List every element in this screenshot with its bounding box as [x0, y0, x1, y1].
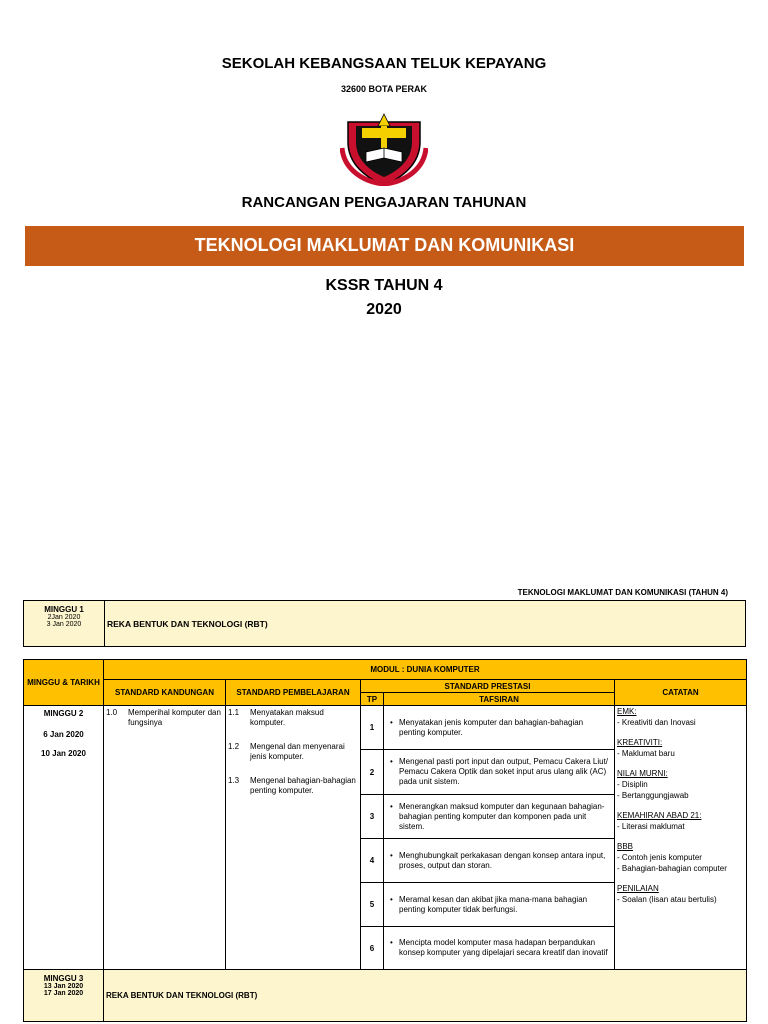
week2-date-cell — [24, 706, 104, 970]
tafsiran-text: • Mencipta model komputer masa hadapan berpandukan konsep komputer yang dipelajari secara kreatif dan inovatif — [399, 938, 611, 958]
tp-level: 1 — [361, 706, 384, 750]
catatan-item: - Disiplin — [617, 780, 648, 789]
week3-date-cell — [24, 970, 104, 1022]
catatan-cell — [615, 706, 747, 970]
tp-level: 4 — [361, 839, 384, 883]
catatan-heading: KREATIVITI: — [617, 738, 663, 747]
tafsiran-cell — [384, 883, 615, 927]
catatan-item: - Kreativiti dan Inovasi — [617, 718, 696, 727]
lesson-plan-table — [23, 659, 747, 1022]
module-title: MODUL : DUNIA KOMPUTER — [104, 660, 747, 680]
col-header-week: MINGGU & TARIKH — [24, 660, 104, 706]
standard-pembelajaran-cell — [226, 706, 361, 970]
col-header-prestasi: STANDARD PRESTASI — [361, 680, 615, 693]
col-header-sk: STANDARD KANDUNGAN — [104, 680, 226, 706]
week2-date-start: 6 Jan 2020 — [43, 730, 84, 739]
year-label: 2020 — [366, 301, 402, 318]
tafsiran-cell — [384, 927, 615, 970]
week1-row — [23, 600, 746, 647]
catatan-item: - Contoh jenis komputer — [617, 853, 702, 862]
catatan-item: - Literasi maklumat — [617, 822, 685, 831]
week3-label: MINGGU 3 — [43, 974, 84, 983]
week3-theme: REKA BENTUK DAN TEKNOLOGI (RBT) — [104, 970, 747, 1022]
week1-date-start: 2Jan 2020 — [47, 614, 81, 621]
school-name: SEKOLAH KEBANGSAAN TELUK KEPAYANG — [221, 55, 547, 72]
subject-banner: TEKNOLOGI MAKLUMAT DAN KOMUNIKASI — [25, 226, 744, 266]
catatan-item: - Maklumat baru — [617, 749, 675, 758]
sp-text: Mengenal bahagian-bahagian penting komputer. — [250, 776, 356, 795]
sp-text: Menyatakan maksud komputer. — [250, 708, 324, 727]
tafsiran-cell — [384, 706, 615, 750]
sk-text: Memperihal komputer dan fungsinya — [128, 708, 221, 727]
sk-number: 1.0 — [106, 708, 118, 717]
tafsiran-cell — [384, 839, 615, 883]
catatan-heading: EMK: — [617, 707, 637, 716]
week1-date-cell — [24, 601, 105, 647]
col-header-catatan: CATATAN — [615, 680, 747, 706]
catatan-heading: BBB — [617, 842, 634, 851]
tafsiran-text: • Mengenal pasti port input dan output, Pemacu Cakera Liut/ Pemacu Cakera Optik dan soket input arus ulang alik (AC) pada unit sistem. — [399, 757, 611, 787]
tp-level: 3 — [361, 795, 384, 839]
week3-date-start: 13 Jan 2020 — [43, 983, 84, 990]
week1-label: MINGGU 1 — [44, 605, 84, 614]
col-header-tp: TP — [361, 693, 384, 706]
tafsiran-text: • Menyatakan jenis komputer dan bahagian-bahagian penting komputer. — [399, 718, 611, 738]
tp-level: 2 — [361, 750, 384, 795]
sp-text: Mengenal dan menyenarai jenis komputer. — [250, 742, 345, 761]
catatan-item: - Bahagian-bahagian computer — [617, 864, 727, 873]
grade-label: KSSR TAHUN 4 — [325, 277, 443, 294]
week1-theme: REKA BENTUK DAN TEKNOLOGI (RBT) — [105, 601, 746, 647]
sp-number: 1.1 — [228, 708, 240, 717]
catatan-item: - Bertanggungjawab — [617, 791, 689, 800]
catatan-heading: PENILAIAN — [617, 884, 659, 893]
week3-date-end: 17 Jan 2020 — [43, 990, 84, 997]
tafsiran-text: • Menerangkan maksud komputer dan kegunaan bahagian-bahagian penting komputer dan komponen pada unit sistem. — [399, 802, 611, 832]
week1-date-end: 3 Jan 2020 — [46, 621, 82, 628]
week2-label: MINGGU 2 — [43, 709, 84, 718]
tafsiran-cell — [384, 750, 615, 795]
tp-level: 6 — [361, 927, 384, 970]
table-row — [24, 706, 747, 750]
tafsiran-text: • Menghubungkait perkakasan dengan konsep antara input, proses, output dan storan. — [399, 851, 611, 871]
tafsiran-cell — [384, 795, 615, 839]
week2-date-end: 10 Jan 2020 — [41, 749, 86, 758]
school-address: 32600 BOTA PERAK — [340, 84, 428, 94]
catatan-item: - Soalan (lisan atau bertulis) — [617, 895, 717, 904]
standard-kandungan-cell — [104, 706, 226, 970]
col-header-tafsiran: TAFSIRAN — [384, 693, 615, 706]
sp-number: 1.3 — [228, 776, 240, 785]
page-running-header: TEKNOLOGI MAKLUMAT DAN KOMUNIKASI (TAHUN 4) — [517, 588, 728, 597]
school-crest-logo — [340, 108, 428, 186]
col-header-sp: STANDARD PEMBELAJARAN — [226, 680, 361, 706]
tafsiran-text: • Meramal kesan dan akibat jika mana-mana bahagian penting komputer tidak berfungsi. — [399, 895, 611, 915]
catatan-heading: KEMAHIRAN ABAD 21: — [617, 811, 702, 820]
sp-number: 1.2 — [228, 742, 240, 751]
week3-row — [24, 970, 747, 1022]
catatan-heading: NILAI MURNI: — [617, 769, 668, 778]
plan-title: RANCANGAN PENGAJARAN TAHUNAN — [241, 194, 527, 211]
tp-level: 5 — [361, 883, 384, 927]
